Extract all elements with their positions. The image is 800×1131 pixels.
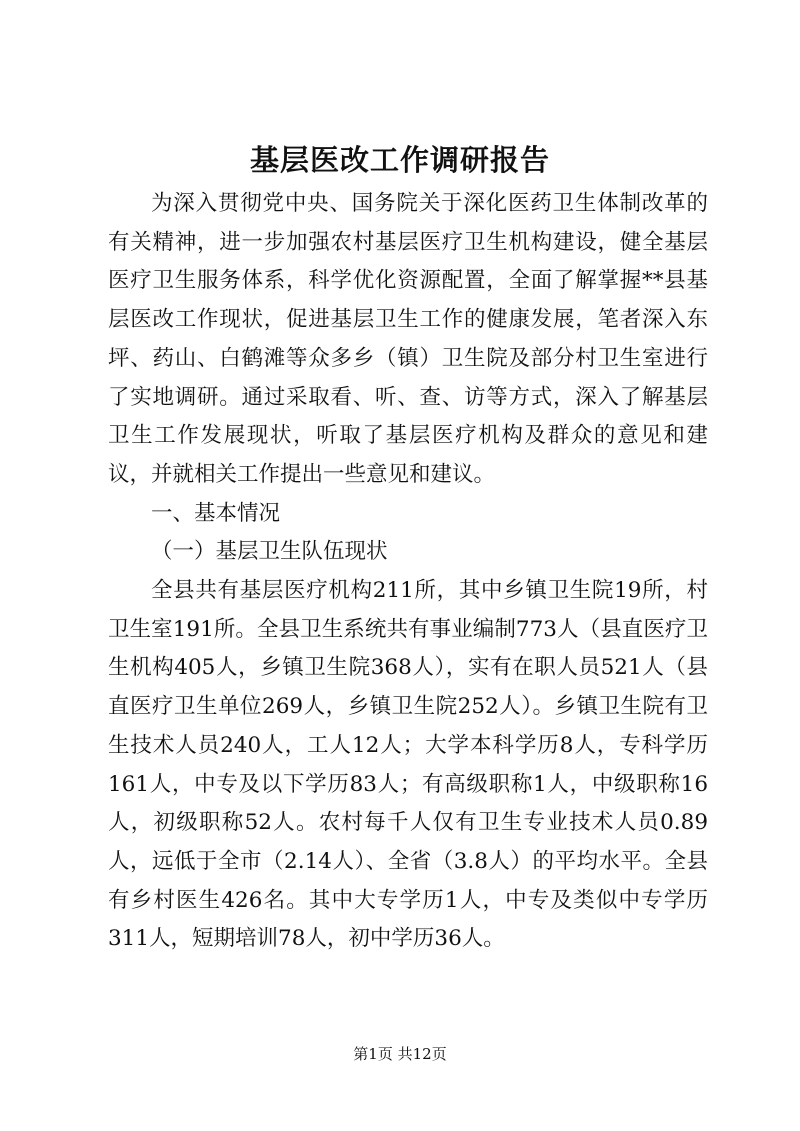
subsection-heading: （一）基层卫生队伍现状 xyxy=(151,539,388,565)
document-title: 基层医改工作调研报告 xyxy=(249,143,550,177)
section-paragraph: 全县共有基层医疗机构211所，其中乡镇卫生院19所，村卫生室191所。全县卫生系统共有事业编制773人（县直医疗卫生机构405人，乡镇卫生院368人），实有在职人员521人（县直医疗卫生单位269人，乡镇卫生院252人）。乡镇卫生院有卫生技术人员240人，工人12人；大学本科学历8人，专科学历161人，中专及以下学历83人；有高级职称1人，中级职称16人，初级职称52人。农村每千人仅有卫生专业技术人员0.89人，远低于全市（2.14人）、全省（3.8人）的平均水平。全县有乡村医生426名。其中大专学历1人，中专及类似中专学历311人，短期培训78人，初中学历36人。 xyxy=(108,578,708,952)
intro-paragraph: 为深入贯彻党中央、国务院关于深化医药卫生体制改革的有关精神，进一步加强农村基层医疗卫生机构建设，健全基层医疗卫生服务体系，科学优化资源配置，全面了解掌握**县基层医改工作现状，促进基层卫生工作的健康发展，笔者深入东坪、药山、白鹤滩等众多乡（镇）卫生院及部分村卫生室进行了实地调研。通过采取看、听、查、访等方式，深入了解基层卫生工作发展现状，听取了基层医疗机构及群众的意见和建议，并就相关工作提出一些意见和建议。 xyxy=(108,191,708,487)
section-heading: 一、基本情况 xyxy=(151,500,281,526)
page-footer: 第1页 共12页 xyxy=(353,1045,447,1063)
document-body xyxy=(108,185,708,959)
